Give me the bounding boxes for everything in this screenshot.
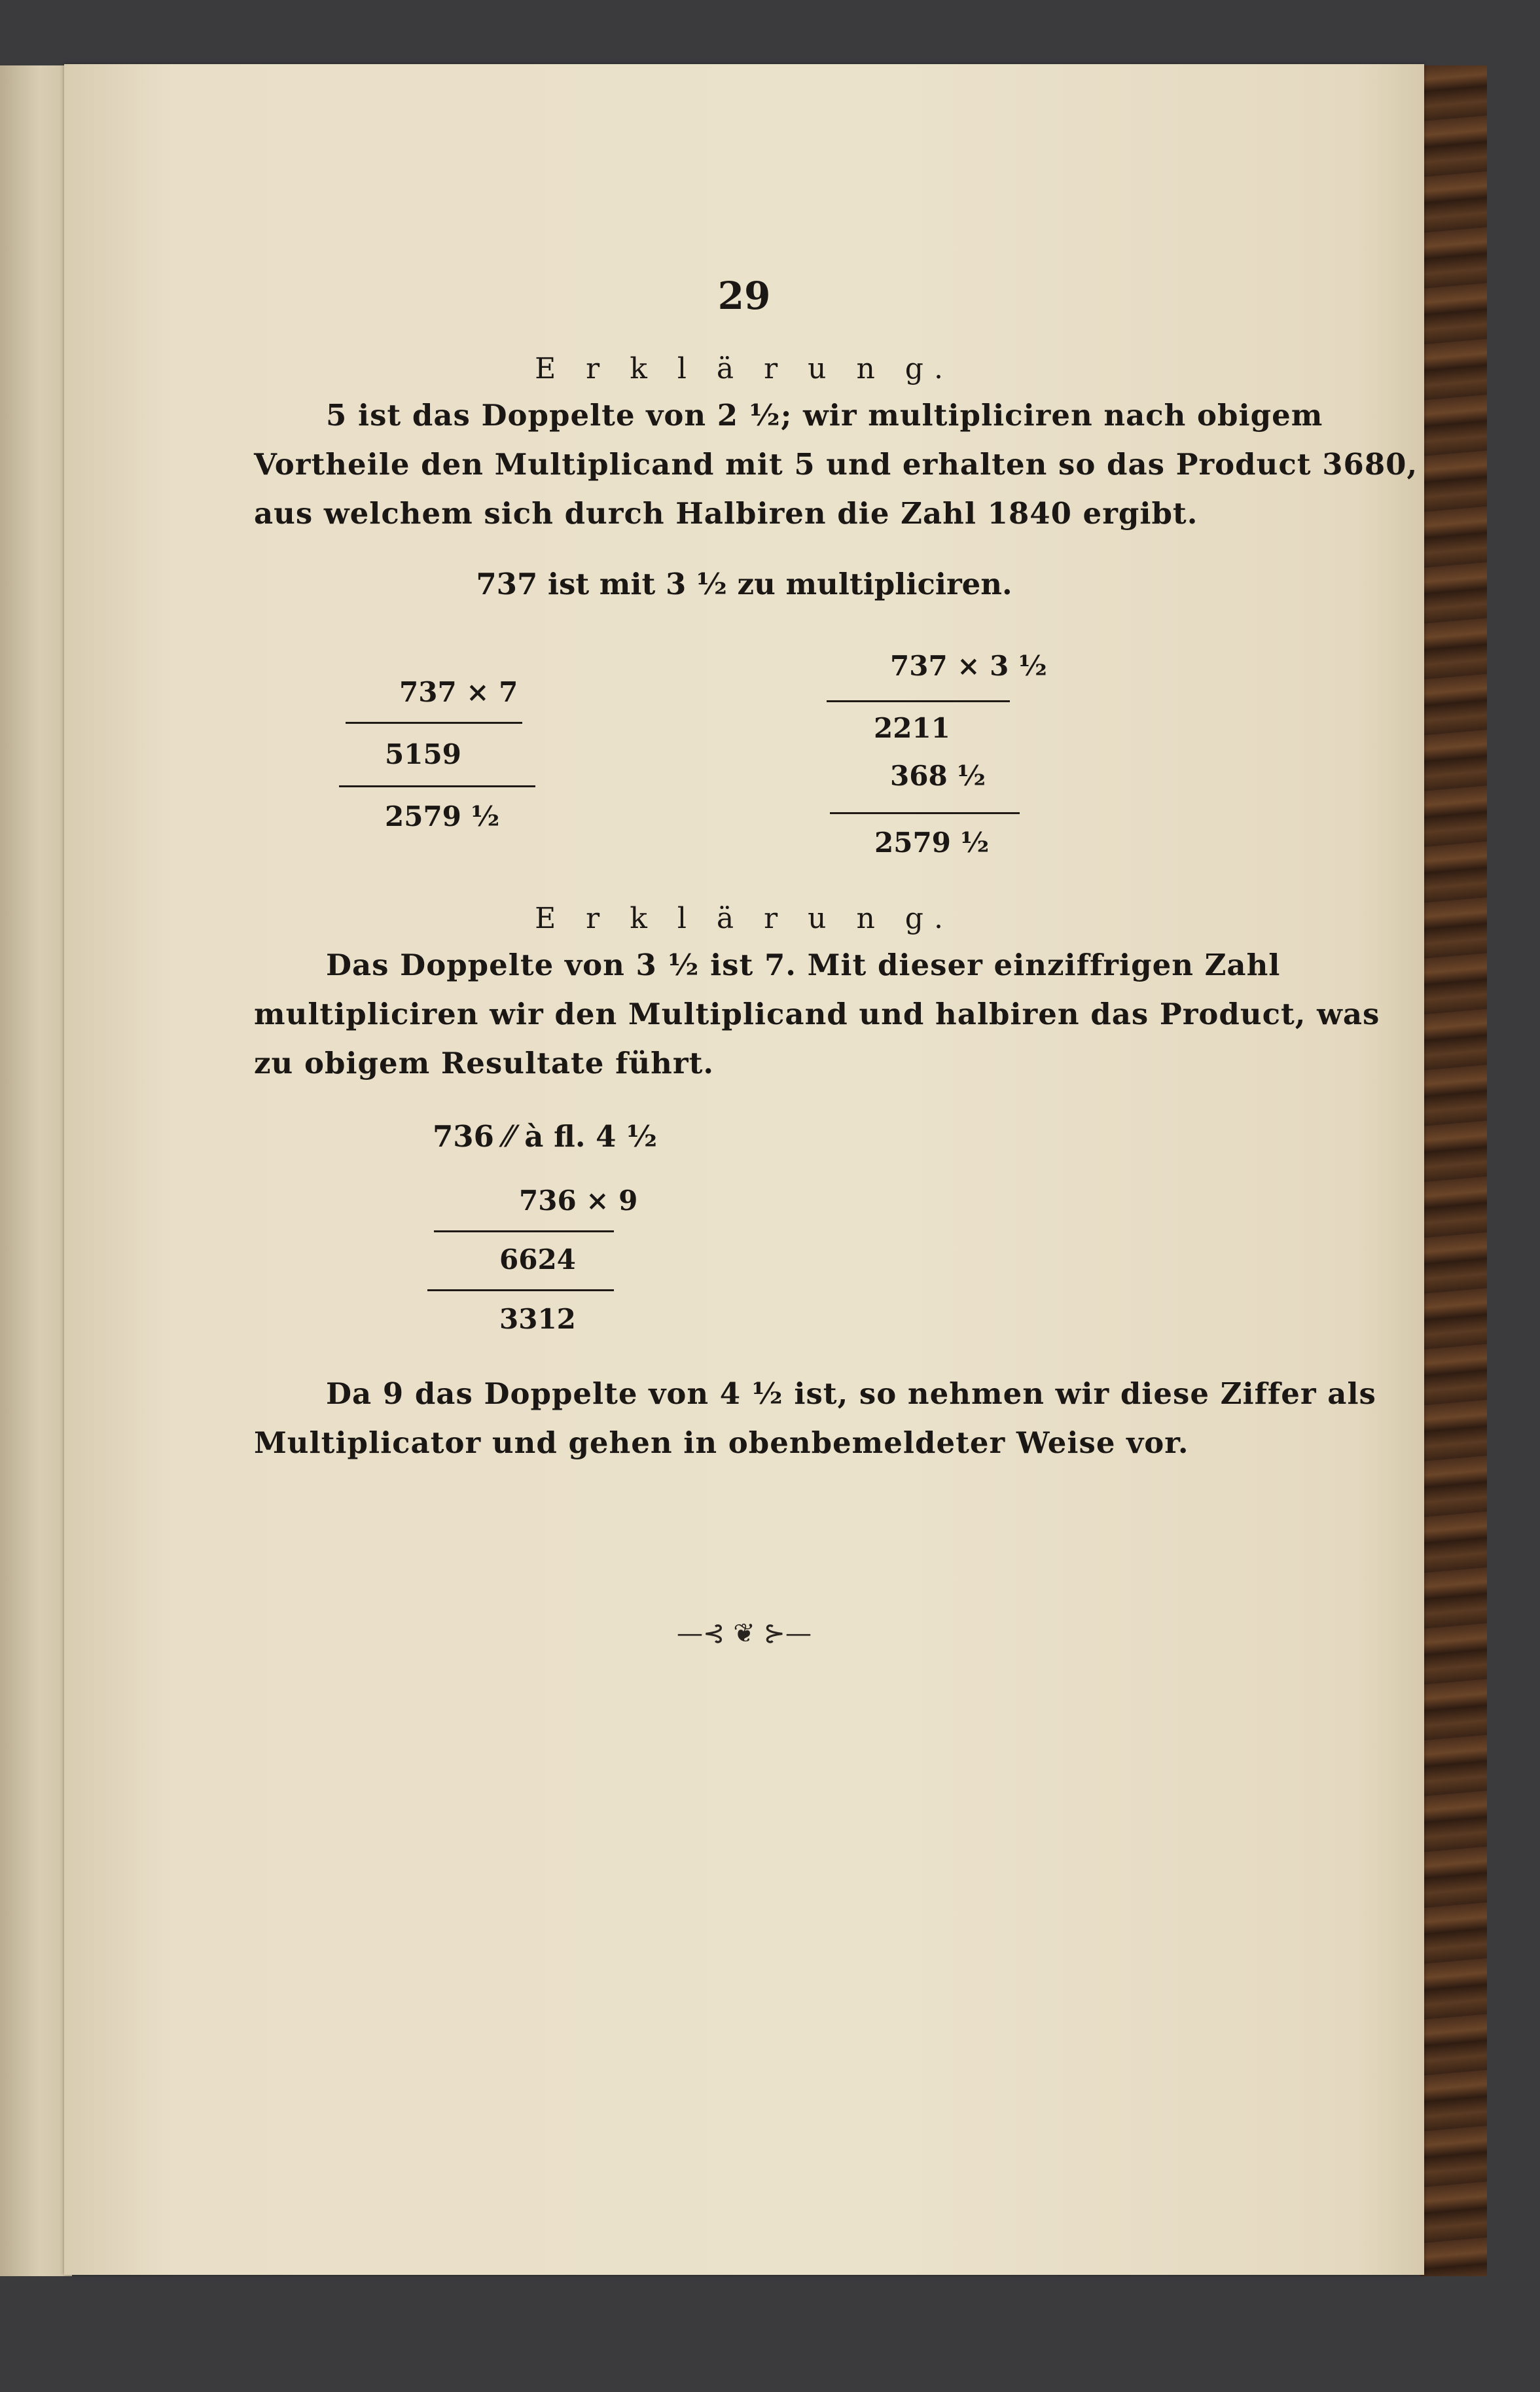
book-page	[64, 64, 1424, 2275]
calc-3-rule-2	[427, 1289, 614, 1291]
calc-right-row-2: 2211	[874, 712, 950, 744]
paragraph-2-line-1: Das Doppelte von 3 ½ ist 7. Mit dieser einziffrigen Zahl	[326, 948, 1281, 982]
calc-3-row-3: 3312	[499, 1303, 576, 1335]
task-statement-736: 736 ⁄⁄ à fl. 4 ½	[433, 1119, 658, 1154]
calc-right-row-1: 737 × 3 ½	[890, 650, 1047, 682]
paragraph-2-line-3: zu obigem Resultate führt.	[254, 1046, 715, 1080]
previous-page-edge	[0, 65, 72, 2304]
ornament-divider: —⊰ ❦ ⊱—	[677, 1618, 812, 1649]
calc-left-row-1: 737 × 7	[399, 676, 518, 708]
background-bottom	[0, 2276, 1540, 2392]
paragraph-3-line-1: Da 9 das Doppelte von 4 ½ ist, so nehmen wir diese Ziffer als	[326, 1376, 1376, 1411]
paragraph-1-line-1: 5 ist das Doppelte von 2 ½; wir multipliciren nach obigem	[326, 398, 1323, 433]
calc-3-rule-1	[434, 1230, 614, 1232]
heading-explanation-1: E r k l ä r u n g.	[535, 352, 954, 385]
paragraph-2-line-2: multipliciren wir den Multiplicand und halbiren das Product, was	[254, 997, 1380, 1031]
page-number: 29	[717, 274, 771, 318]
background-top	[0, 0, 1540, 72]
calc-right-row-3: 368 ½	[890, 760, 986, 792]
paragraph-1-line-2: Vortheile den Multiplicand mit 5 und erhalten so das Product 3680,	[254, 447, 1418, 482]
background-right	[1487, 0, 1540, 2392]
calc-left-row-2: 5159	[385, 738, 461, 770]
calc-right-row-4: 2579 ½	[874, 827, 990, 859]
calc-3-row-1: 736 × 9	[519, 1185, 638, 1217]
calc-right-rule-1	[827, 700, 1010, 702]
book-spine	[1420, 65, 1489, 2281]
calc-left-rule-2	[339, 785, 535, 787]
calc-left-row-3: 2579 ½	[385, 800, 500, 832]
paragraph-3-line-2: Multiplicator und gehen in obenbemeldeter Weise vor.	[254, 1425, 1189, 1460]
calc-left-rule-1	[346, 722, 522, 724]
task-statement-737: 737 ist mit 3 ½ zu multipliciren.	[476, 567, 1012, 601]
paragraph-1-line-3: aus welchem sich durch Halbiren die Zahl 1840 ergibt.	[254, 496, 1198, 531]
calc-3-row-2: 6624	[499, 1243, 576, 1276]
heading-explanation-2: E r k l ä r u n g.	[535, 902, 954, 935]
calc-right-rule-2	[830, 812, 1020, 814]
